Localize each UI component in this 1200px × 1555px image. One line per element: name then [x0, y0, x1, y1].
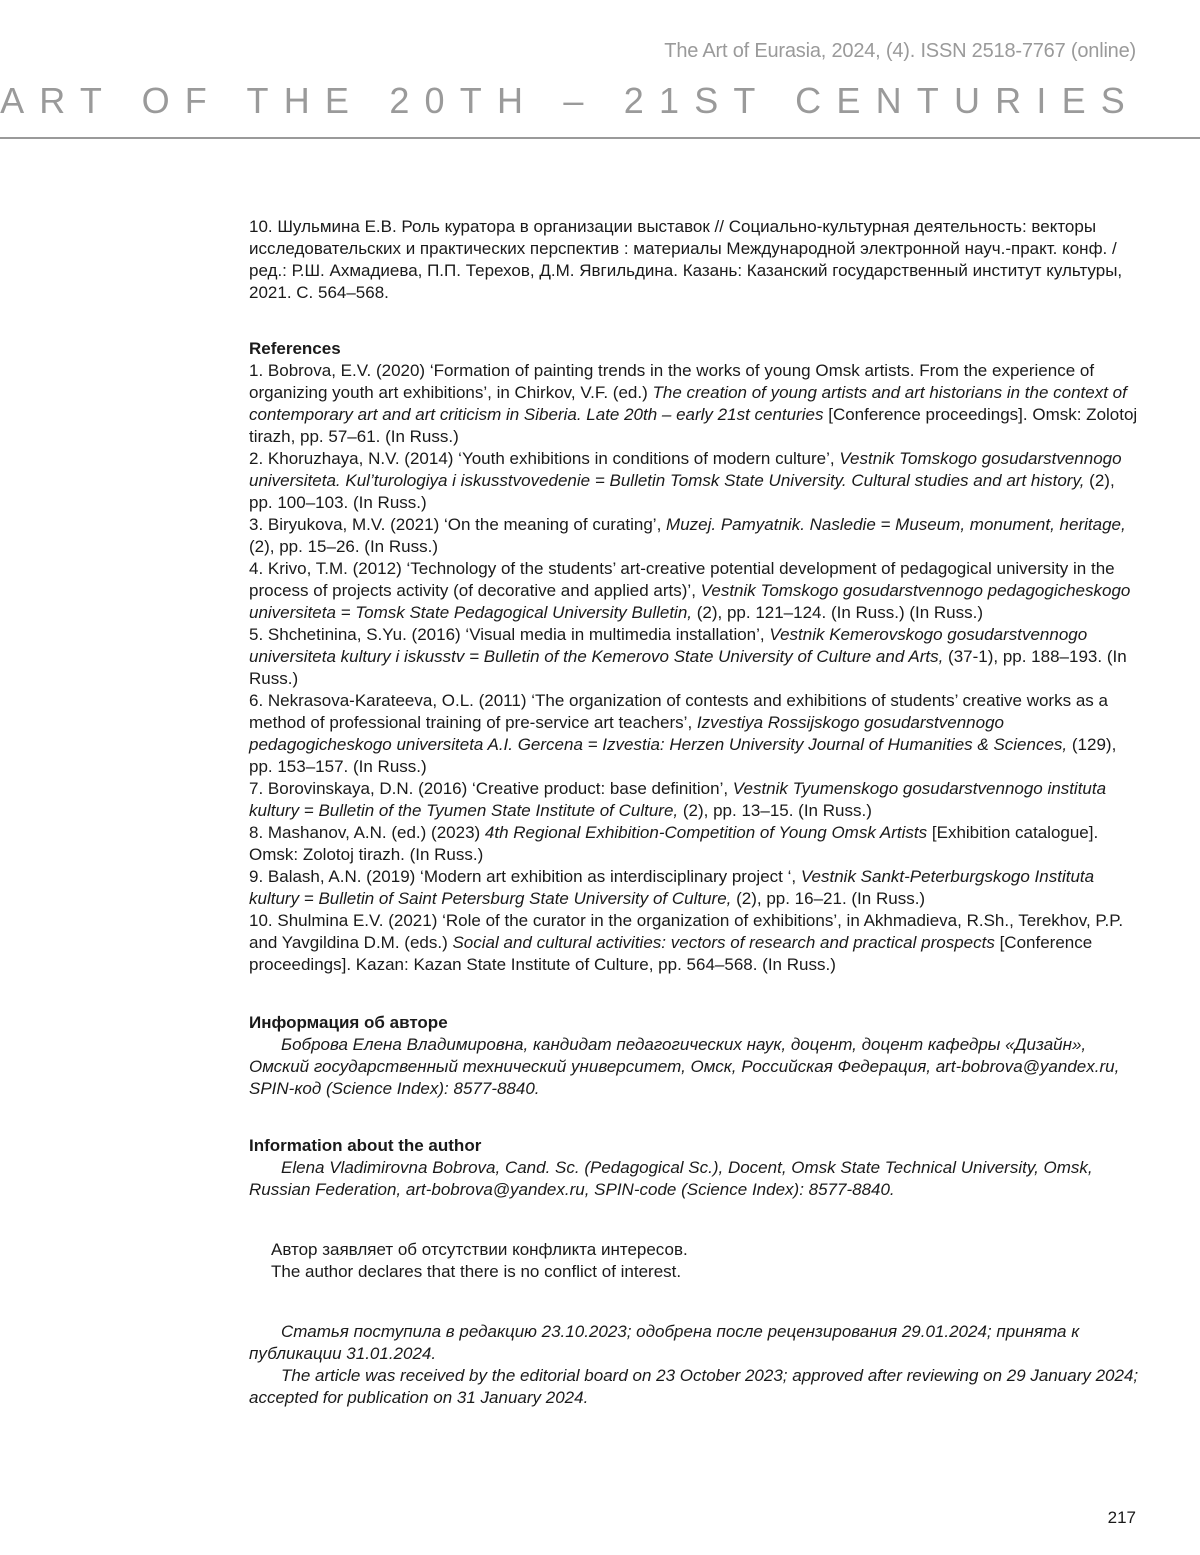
russian-reference-10: 10. Шульмина Е.В. Роль куратора в организации выставок // Социально-культурная деятельность: векторы исследовательских и практических перспектив : материалы Международной электронной науч.-практ. конф. / ред.: Р.Ш. Ахмадиева, П.П. Терехов, Д.М. Явгильдина. Казань: Казанский государственный институт культуры, 2021. С. 564–568.: [249, 217, 1123, 302]
reference-item: [249, 558, 1141, 624]
references-heading: References: [249, 339, 341, 358]
reference-source-title: Vestnik Tomskogo gosudarstvennogo pedagogicheskogo universiteta = Tomsk State Pedagogical University Bulletin,: [249, 581, 1131, 622]
reference-details: (2), pp. 121–124. (In Russ.) (In Russ.): [692, 603, 984, 622]
reference-source-title: The creation of young artists and art historians in the context of contemporary art and art criticism in Siberia. Late 20th – early 21st centuries: [249, 383, 1127, 424]
author-info-en: Elena Vladimirovna Bobrova, Cand. Sc. (Pedagogical Sc.), Docent, Omsk State Technical University, Omsk, Russian Federation, art-bobrova@yandex.ru, SPIN-code (Science Index): 8577-8840.: [249, 1158, 1093, 1199]
reference-source-title: Vestnik Tomskogo gosudarstvennogo universiteta. Kul’turologiya i iskusstvovedenie = Bulletin Tomsk State University. Cultural studies and art history,: [249, 449, 1122, 490]
page-content: [249, 216, 1141, 1409]
author-info-en-heading: Information about the author: [249, 1136, 482, 1155]
conflict-statement-en: The author declares that there is no conflict of interest.: [271, 1262, 682, 1281]
reference-text: 6. Nekrasova-Karateeva, O.L. (2011) ‘The organization of contests and exhibitions of students’ creative works as a method of professional training of pre-service art teachers’,: [249, 691, 1108, 732]
journal-line: The Art of Eurasia, 2024, (4). ISSN 2518-7767 (online): [664, 40, 1136, 62]
page-header: [0, 0, 1200, 139]
article-dates-ru: Статья поступила в редакцию 23.10.2023; одобрена после рецензирования 29.01.2024; принята к публикации 31.01.2024.: [249, 1322, 1080, 1363]
reference-text: 7. Borovinskaya, D.N. (2016) ‘Creative product: base definition’,: [249, 779, 733, 798]
reference-source-title: Izvestiya Rossijskogo gosudarstvennogo pedagogicheskogo universiteta A.I. Gercena = Izvestia: Herzen University Journal of Humanities & Sciences,: [249, 713, 1068, 754]
reference-text: 8. Mashanov, A.N. (ed.) (2023): [249, 823, 485, 842]
author-info-ru-heading: Информация об авторе: [249, 1013, 448, 1032]
reference-source-title: Vestnik Sankt-Peterburgskogo Instituta kultury = Bulletin of Saint Petersburg State University of Culture,: [249, 867, 1095, 908]
reference-details: [Exhibition catalogue]. Omsk: Zolotoj tirazh. (In Russ.): [249, 823, 1099, 864]
conflict-statement-ru: Автор заявляет об отсутствии конфликта интересов.: [271, 1240, 688, 1259]
reference-item: [249, 360, 1141, 448]
reference-item: [249, 514, 1141, 558]
reference-item: [249, 690, 1141, 778]
reference-source-title: Muzej. Pamyatnik. Nasledie = Museum, monument, heritage,: [666, 515, 1126, 534]
reference-text: 10. Shulmina E.V. (2021) ‘Role of the curator in the organization of exhibitions’, in Akhmadieva, R.Sh., Terekhov, P.P. and Yavgildina D.M. (eds.): [249, 911, 1124, 952]
reference-details: (2), pp. 100–103. (In Russ.): [249, 471, 1115, 512]
reference-text: 2. Khoruzhaya, N.V. (2014) ‘Youth exhibitions in conditions of modern culture’,: [249, 449, 840, 468]
article-dates-en: The article was received by the editorial board on 23 October 2023; approved after reviewing on 29 January 2024; accepted for publication on 31 January 2024.: [249, 1366, 1139, 1407]
page-number: 217: [1107, 1508, 1136, 1527]
reference-details: (37-1), pp. 188–193. (In Russ.): [249, 647, 1127, 688]
reference-source-title: 4th Regional Exhibition-Competition of Young Omsk Artists: [484, 823, 928, 842]
reference-details: (2), pp. 13–15. (In Russ.): [678, 801, 872, 820]
reference-source-title: Vestnik Kemerovskogo gosudarstvennogo universiteta kultury i iskusstv = Bulletin of the Kemerovo State University of Culture and Arts,: [249, 625, 1088, 666]
reference-details: (2), pp. 15–26. (In Russ.): [249, 537, 438, 556]
section-title: ART OF THE 20TH – 21ST CENTURIES: [0, 80, 1140, 121]
reference-details: [Conference proceedings]. Omsk: Zolotoj tirazh, pp. 57–61. (In Russ.): [249, 405, 1138, 446]
reference-text: 3. Biryukova, M.V. (2021) ‘On the meaning of curating’,: [249, 515, 667, 534]
references-list: [249, 360, 1141, 976]
reference-item: [249, 910, 1141, 976]
header-rule: [0, 137, 1200, 139]
reference-source-title: Social and cultural activities: vectors of research and practical prospects: [452, 933, 995, 952]
reference-details: [Conference proceedings]. Kazan: Kazan State Institute of Culture, pp. 564–568. (In Russ.): [249, 933, 1093, 974]
reference-item: [249, 624, 1141, 690]
reference-source-title: Vestnik Tyumenskogo gosudarstvennogo instituta kultury = Bulletin of the Tyumen State Institute of Culture,: [249, 779, 1107, 820]
reference-details: (129), pp. 153–157. (In Russ.): [249, 735, 1117, 776]
author-info-ru: Боброва Елена Владимировна, кандидат педагогических наук, доцент, доцент кафедры «Дизайн», Омский государственный технический университет, Омск, Российская Федерация, art-bobrova@yandex.ru, SPIN-код (Science Index): 8577-8840.: [249, 1035, 1120, 1098]
reference-text: 9. Balash, A.N. (2019) ‘Modern art exhibition as interdisciplinary project ‘,: [249, 867, 801, 886]
reference-item: [249, 778, 1141, 822]
reference-item: [249, 866, 1141, 910]
reference-details: (2), pp. 16–21. (In Russ.): [731, 889, 926, 908]
reference-item: [249, 448, 1141, 514]
reference-text: 5. Shchetinina, S.Yu. (2016) ‘Visual media in multimedia installation’,: [249, 625, 770, 644]
reference-text: 1. Bobrova, E.V. (2020) ‘Formation of painting trends in the works of young Omsk artists. From the experience of organizing youth art exhibitions’, in Chirkov, V.F. (ed.): [249, 361, 1095, 402]
reference-item: [249, 822, 1141, 866]
reference-text: 4. Krivo, T.M. (2012) ‘Technology of the students’ art-creative potential development of pedagogical university in the process of projects activity (of decorative and applied arts)’,: [249, 559, 1115, 600]
